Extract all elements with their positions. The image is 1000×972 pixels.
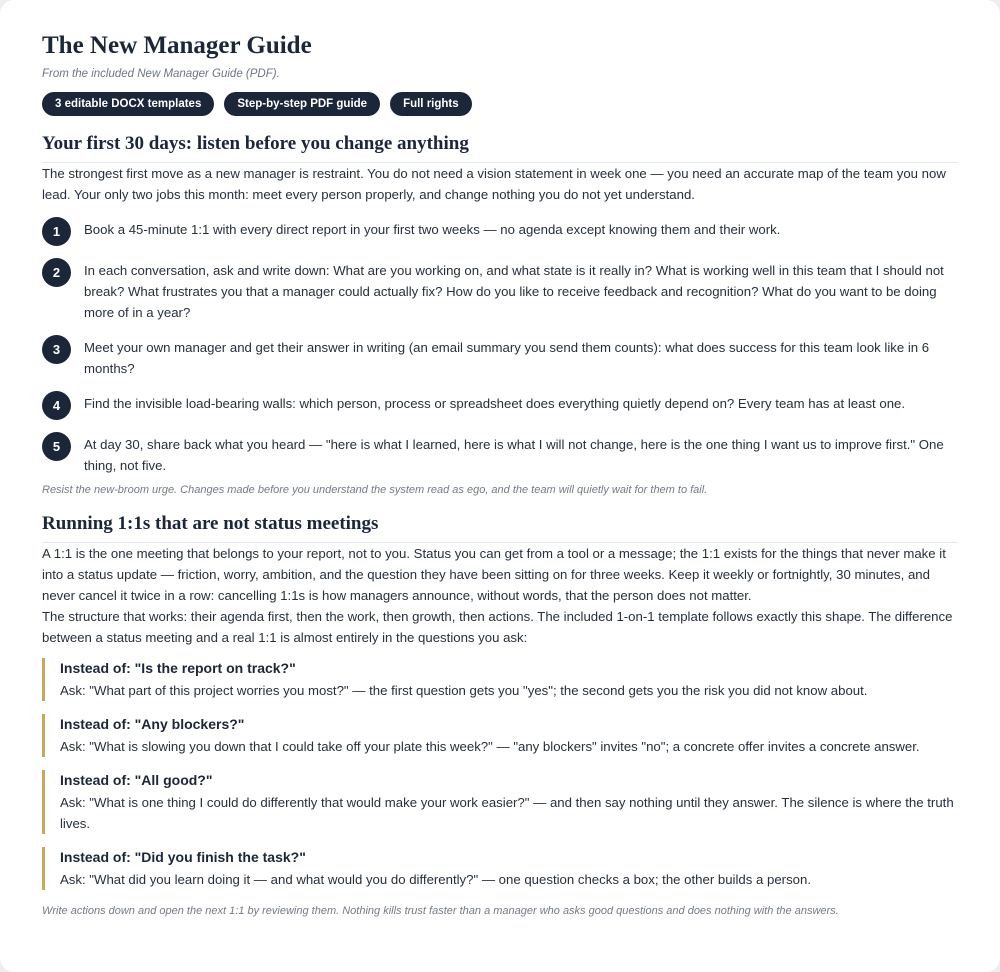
step-text: Find the invisible load-bearing walls: which person, process or spreadsheet does everything quietly depend on? Every team has at least one.: [84, 396, 906, 411]
ask-question: Ask: "What part of this project worries you most?" — the first question gets you "yes"; the second gets you the risk you did not know about.: [60, 683, 868, 698]
badge-docx-templates: 3 editable DOCX templates: [42, 92, 214, 116]
step-item: [42, 391, 958, 420]
step-number-badge: 2: [42, 258, 71, 287]
question-swap-block: [42, 847, 958, 890]
step-text: Meet your own manager and get their answer in writing (an email summary you send them counts): what does success for this team look like in 6 months?: [84, 340, 930, 376]
step-item: [42, 217, 958, 246]
badge-pdf-guide: Step-by-step PDF guide: [224, 92, 380, 116]
question-swap-block: [42, 714, 958, 757]
section-title-first-30-days: Your first 30 days: listen before you change anything: [42, 132, 958, 163]
instead-of-question: Instead of: "Is the report on track?": [60, 660, 296, 676]
ask-question: Ask: "What did you learn doing it — and what would you do differently?" — one question checks a box; the other builds a person.: [60, 872, 811, 887]
step-number-badge: 4: [42, 391, 71, 420]
step-item: [42, 258, 958, 323]
step-number-badge: 5: [42, 432, 71, 461]
section-title-one-on-ones: Running 1:1s that are not status meetings: [42, 512, 958, 543]
instead-of-question: Instead of: "Did you finish the task?": [60, 849, 306, 865]
section-paragraph: A 1:1 is the one meeting that belongs to your report, not to you. Status you can get from a tool or a message; the 1:1 exists for the things that never make it into a status update — friction, worry, ambition, and the question they have been sitting on for three weeks. Keep it weekly or fortnightly, 30 minutes, and never cancel it twice in a row: cancelling 1:1s is how managers announce, without words, that the person does not matter.: [42, 546, 946, 603]
step-text: At day 30, share back what you heard — "here is what I learned, here is what I will not change, here is the one thing I want us to improve first." One thing, not five.: [84, 437, 944, 473]
badge-row: [42, 92, 958, 116]
step-number-badge: 1: [42, 217, 71, 246]
step-text: In each conversation, ask and write down: What are you working on, and what state is it really in? What is working well in this team that I should not break? What frustrates you that a manager could actually fix? How do you like to receive feedback and recognition? What do you want to be doing more of in a year?: [84, 263, 944, 320]
instead-of-question: Instead of: "All good?": [60, 772, 213, 788]
question-swap-block: [42, 658, 958, 701]
badge-full-rights: Full rights: [390, 92, 472, 116]
question-swaps: [42, 658, 958, 890]
step-text: Book a 45-minute 1:1 with every direct report in your first two weeks — no agenda except knowing them and their work.: [84, 222, 781, 237]
step-number-badge: 3: [42, 335, 71, 364]
section-note: Resist the new-broom urge. Changes made before you understand the system read as ego, and the team will quietly wait for them to fail.: [42, 484, 708, 496]
page-subtitle: From the included New Manager Guide (PDF).: [42, 68, 280, 80]
ask-question: Ask: "What is slowing you down that I could take off your plate this week?" — "any blockers" invites "no"; a concrete offer invites a concrete answer.: [60, 739, 920, 754]
section-note: Write actions down and open the next 1:1 by reviewing them. Nothing kills trust faster than a manager who asks good questions and does nothing with the answers.: [42, 905, 839, 917]
steps-list: [42, 217, 958, 476]
instead-of-question: Instead of: "Any blockers?": [60, 716, 245, 732]
step-item: [42, 335, 958, 379]
page-title: The New Manager Guide: [42, 32, 312, 59]
ask-question: Ask: "What is one thing I could do differently that would make your work easier?" — and then say nothing until they answer. The silence is where the truth lives.: [60, 795, 954, 831]
section-paragraph: The structure that works: their agenda first, then the work, then growth, then actions. The included 1-on-1 template follows exactly this shape. The difference between a status meeting and a real 1:1 is almost entirely in the questions you ask:: [42, 609, 953, 645]
question-swap-block: [42, 770, 958, 834]
step-item: [42, 432, 958, 476]
section-intro: The strongest first move as a new manager is restraint. You do not need a vision statement in week one — you need an accurate map of the team you now lead. Your only two jobs this month: meet every person properly, and change nothing you do not yet understand.: [42, 166, 946, 202]
